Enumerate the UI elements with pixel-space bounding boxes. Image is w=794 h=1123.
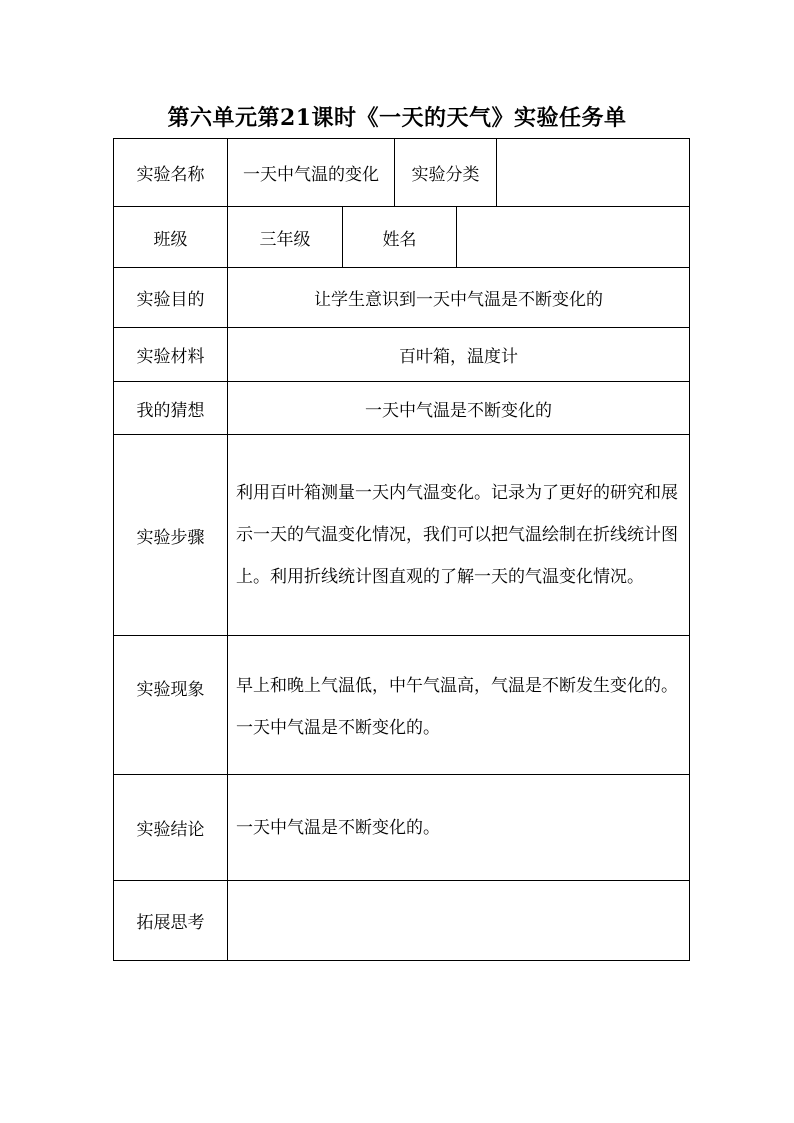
row-purpose (114, 268, 690, 328)
class-label: 班级 (114, 207, 228, 268)
experiment-name-label: 实验名称 (114, 139, 228, 207)
class-group (228, 207, 690, 268)
experiment-category-label: 实验分类 (395, 139, 497, 206)
page-title: 第六单元第21课时《一天的天气》实验任务单 (167, 105, 627, 131)
student-name-value[interactable] (457, 207, 690, 267)
purpose-value[interactable]: 让学生意识到一天中气温是不断变化的 (228, 268, 690, 328)
phenomenon-label: 实验现象 (114, 636, 228, 775)
experiment-name-group (228, 139, 690, 207)
materials-label: 实验材料 (114, 328, 228, 382)
row-conclusion (114, 775, 690, 881)
extension-value[interactable] (228, 881, 690, 961)
steps-value[interactable]: 利用百叶箱测量一天内气温变化。记录为了更好的研究和展示一天的气温变化情况，我们可以把气温绘制在折线统计图上。利用折线统计图直观的了解一天的气温变化情况。 (228, 435, 690, 636)
row-phenomenon (114, 636, 690, 775)
purpose-label: 实验目的 (114, 268, 228, 328)
phenomenon-value[interactable]: 早上和晚上气温低，中午气温高，气温是不断发生变化的。一天中气温是不断变化的。 (228, 636, 690, 775)
row-class (114, 207, 690, 268)
steps-label: 实验步骤 (114, 435, 228, 636)
materials-value[interactable]: 百叶箱，温度计 (228, 328, 690, 382)
row-experiment-name (114, 139, 690, 207)
row-extension (114, 881, 690, 961)
guess-value[interactable]: 一天中气温是不断变化的 (228, 382, 690, 435)
row-guess (114, 382, 690, 435)
task-sheet-table (113, 138, 690, 961)
guess-label: 我的猜想 (114, 382, 228, 435)
row-materials (114, 328, 690, 382)
student-name-label: 姓名 (343, 207, 457, 267)
experiment-category-value[interactable] (497, 139, 690, 206)
experiment-name-inner (228, 139, 689, 206)
conclusion-label: 实验结论 (114, 775, 228, 881)
class-inner (228, 207, 689, 267)
class-value[interactable]: 三年级 (228, 207, 343, 267)
row-steps (114, 435, 690, 636)
experiment-name-value[interactable]: 一天中气温的变化 (228, 139, 395, 206)
conclusion-value[interactable]: 一天中气温是不断变化的。 (228, 775, 690, 881)
extension-label: 拓展思考 (114, 881, 228, 961)
